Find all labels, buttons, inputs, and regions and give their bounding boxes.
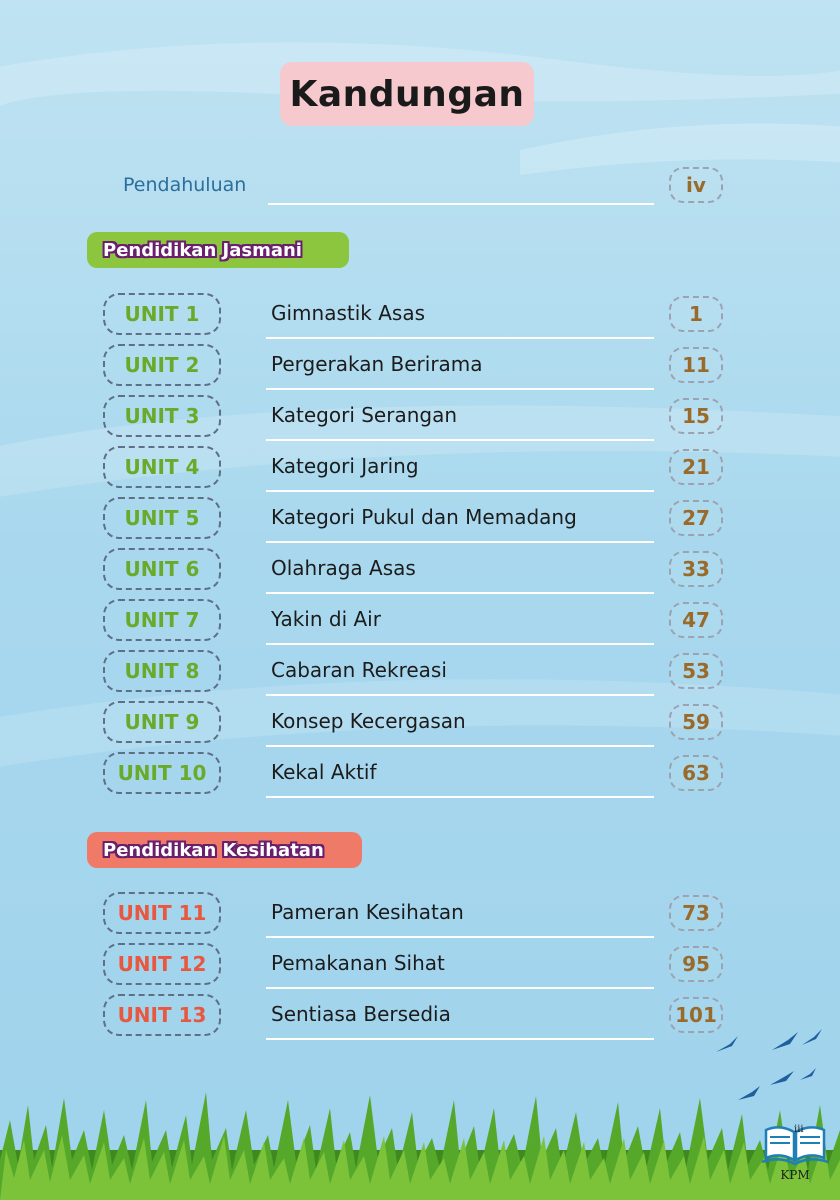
section-heading-kesihatan <box>87 832 362 868</box>
toc-row[interactable] <box>0 446 840 496</box>
unit-title[interactable]: Gimnastik Asas <box>271 301 426 325</box>
toc-row[interactable] <box>0 752 840 802</box>
row-divider <box>266 643 654 645</box>
unit-page-number[interactable]: 63 <box>669 755 723 791</box>
toc-row[interactable] <box>0 497 840 547</box>
unit-page-number[interactable]: 27 <box>669 500 723 536</box>
row-divider <box>266 490 654 492</box>
toc-row[interactable] <box>0 994 840 1044</box>
unit-badge: UNIT 6 <box>103 548 221 590</box>
toc-row[interactable] <box>0 293 840 343</box>
unit-title[interactable]: Yakin di Air <box>271 607 381 631</box>
unit-title[interactable]: Kategori Pukul dan Memadang <box>271 505 577 529</box>
row-divider <box>266 694 654 696</box>
logo-text: KPM <box>780 1168 810 1182</box>
intro-page-number[interactable]: iv <box>669 167 723 203</box>
toc-row[interactable] <box>0 943 840 993</box>
section-heading-label: Pendidikan Kesihatan <box>103 839 324 861</box>
unit-page-number[interactable]: 33 <box>669 551 723 587</box>
unit-page-number[interactable]: 21 <box>669 449 723 485</box>
unit-badge: UNIT 9 <box>103 701 221 743</box>
unit-badge: UNIT 12 <box>103 943 221 985</box>
unit-badge: UNIT 5 <box>103 497 221 539</box>
row-divider <box>266 388 654 390</box>
grass-decoration <box>0 1092 840 1200</box>
unit-badge: UNIT 8 <box>103 650 221 692</box>
page-title: Kandungan <box>289 73 525 115</box>
row-divider <box>266 936 654 938</box>
unit-title[interactable]: Cabaran Rekreasi <box>271 658 447 682</box>
unit-badge: UNIT 3 <box>103 395 221 437</box>
toc-row[interactable] <box>0 344 840 394</box>
unit-title[interactable]: Kategori Serangan <box>271 403 458 427</box>
row-divider <box>266 592 654 594</box>
unit-badge: UNIT 1 <box>103 293 221 335</box>
unit-page-number[interactable]: 59 <box>669 704 723 740</box>
unit-badge: UNIT 4 <box>103 446 221 488</box>
unit-badge: UNIT 10 <box>103 752 221 794</box>
section-heading-label: Pendidikan Jasmani <box>103 239 302 261</box>
unit-badge: UNIT 13 <box>103 994 221 1036</box>
toc-row[interactable] <box>0 599 840 649</box>
unit-title[interactable]: Pemakanan Sihat <box>271 951 445 975</box>
row-divider <box>266 541 654 543</box>
row-divider <box>266 796 654 798</box>
toc-row[interactable] <box>0 395 840 445</box>
toc-row[interactable] <box>0 701 840 751</box>
unit-title[interactable]: Sentiasa Bersedia <box>271 1002 451 1026</box>
kpm-logo <box>760 1118 830 1190</box>
unit-badge: UNIT 11 <box>103 892 221 934</box>
row-divider <box>266 987 654 989</box>
row-divider <box>266 1038 654 1040</box>
footer-page-number: iii <box>794 1124 804 1135</box>
unit-page-number[interactable]: 101 <box>669 997 723 1033</box>
toc-row[interactable] <box>0 892 840 942</box>
toc-row[interactable] <box>0 548 840 598</box>
unit-page-number[interactable]: 73 <box>669 895 723 931</box>
unit-title[interactable]: Kategori Jaring <box>271 454 419 478</box>
row-divider <box>266 745 654 747</box>
unit-title[interactable]: Konsep Kecergasan <box>271 709 466 733</box>
unit-badge: UNIT 7 <box>103 599 221 641</box>
page-title-box <box>280 62 534 126</box>
unit-page-number[interactable]: 53 <box>669 653 723 689</box>
unit-title[interactable]: Olahraga Asas <box>271 556 416 580</box>
unit-page-number[interactable]: 15 <box>669 398 723 434</box>
unit-page-number[interactable]: 11 <box>669 347 723 383</box>
unit-title[interactable]: Pergerakan Berirama <box>271 352 483 376</box>
unit-page-number[interactable]: 95 <box>669 946 723 982</box>
unit-title[interactable]: Pameran Kesihatan <box>271 900 464 924</box>
section-heading-jasmani <box>87 232 349 268</box>
intro-divider <box>268 203 654 205</box>
unit-badge: UNIT 2 <box>103 344 221 386</box>
unit-page-number[interactable]: 1 <box>669 296 723 332</box>
unit-title[interactable]: Kekal Aktif <box>271 760 377 784</box>
row-divider <box>266 439 654 441</box>
row-divider <box>266 337 654 339</box>
unit-page-number[interactable]: 47 <box>669 602 723 638</box>
intro-label[interactable]: Pendahuluan <box>123 174 247 196</box>
toc-row[interactable] <box>0 650 840 700</box>
